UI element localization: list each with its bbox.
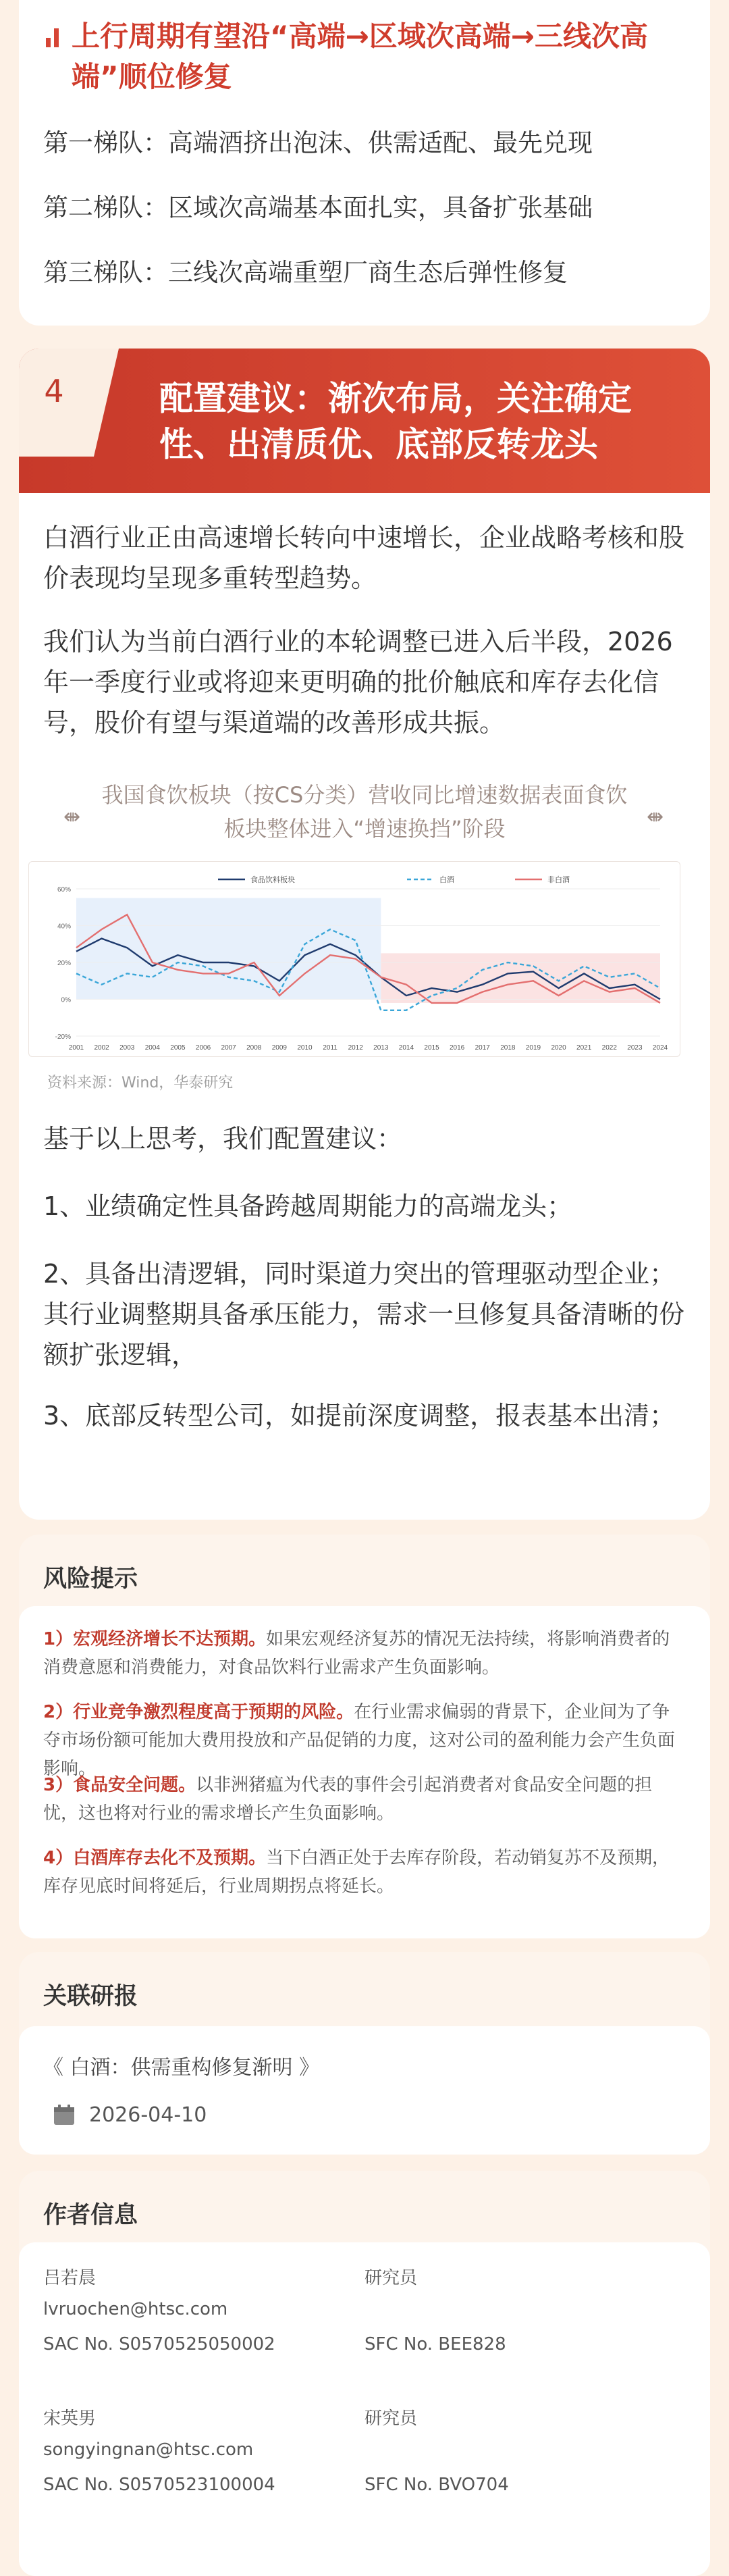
author-2-sfc: SFC No. BVO704 [364,2475,509,2495]
risk-item-1: 1）宏观经济增长不达预期。如果宏观经济复苏的情况无法持续，将影响消费者的消费意愿和消费能力，对食品饮料行业需求产生负面影响。 [43,1629,670,1678]
tier-3: 第三梯队：三线次高端重塑厂商生态后弹性修复 [43,258,568,287]
author-card [19,2171,710,2576]
section-3-card [19,0,710,326]
x-tick-label: 2019 [525,1044,541,1052]
right-arrows-icon: ⇼ [647,805,664,829]
x-tick-label: 2023 [627,1044,643,1052]
high-growth-shade [76,898,381,1000]
figure-source: 资料来源：Wind，华泰研究 [47,1075,234,1091]
y-tick-label: 40% [57,923,71,931]
author-2-role: 研究员 [364,2408,418,2429]
tier-2: 第二梯队：区域次高端基本面扎实，具备扩张基础 [43,193,593,222]
x-tick-label: 2008 [246,1044,262,1052]
author-list [19,2242,710,2576]
x-tick-label: 2017 [475,1044,490,1052]
section-4-title: 配置建议：渐次布局，关注确定性、出清质优、底部反转龙头 [159,379,632,464]
risk-heading: 风险提示 [43,1566,138,1593]
x-tick-label: 2002 [94,1044,109,1052]
x-tick-label: 2016 [450,1044,465,1052]
x-tick-label: 2011 [323,1044,338,1052]
suggestion-3: 3、底部反转型公司，如提前深度调整，报表基本出清； [43,1401,676,1431]
author-2-name: 宋英男 [43,2408,97,2429]
x-tick-label: 2012 [348,1044,363,1052]
y-tick-label: -20% [55,1033,71,1041]
section-3-subtitle [43,16,691,97]
y-tick-label: 0% [61,996,71,1004]
x-tick-label: 2018 [500,1044,516,1052]
author-2-sac: SAC No. S0570523100004 [43,2475,275,2495]
x-tick-label: 2004 [144,1044,160,1052]
legend-label-3: 非白酒 [547,875,570,884]
risk-card [19,1535,710,1938]
related-report-item[interactable] [19,2026,710,2155]
chart-svg [29,862,681,1058]
legend-label-2: 白酒 [439,875,454,884]
suggestion-2: 2、具备出清逻辑，同时渠道力突出的管理驱动型企业；其行业调整期具备承压能力，需求一旦修复具备清晰的份额扩张逻辑， [43,1259,685,1370]
x-tick-label: 2009 [271,1044,287,1052]
risk-item-2: 2）行业竞争激烈程度高于预期的风险。在行业需求偏弱的背景下，企业间为了争夺市场份额可能加大费用投放和产品促销的力度，这对公司的盈利能力会产生负面影响。 [43,1702,676,1779]
y-tick-label: 60% [57,886,71,894]
related-heading: 关联研报 [43,1983,138,2010]
author-heading: 作者信息 [43,2202,138,2229]
author-1-sac: SAC No. S0570525050002 [43,2334,275,2354]
author-1-role: 研究员 [364,2268,418,2288]
section-number: 4 [44,373,64,409]
section-4-banner [19,349,710,493]
paragraph-2: 我们认为当前白酒行业的本轮调整已进入后半段，2026年一季度行业或将迎来更明确的批价触底和库存去化信号，股价有望与渠道端的改善形成共振。 [43,627,673,738]
revenue-growth-chart [28,861,680,1057]
risk-content [19,1606,710,1938]
author-2-email[interactable]: songyingnan@htsc.com [43,2440,254,2460]
x-tick-label: 2024 [652,1044,668,1052]
figure-title: 我国食饮板块（按CS分类）营收同比增速数据表面食饮板块整体进入“增速换挡”阶段 [101,782,628,842]
paragraph-1: 白酒行业正由高速增长转向中速增长，企业战略考核和股价表现均呈现多重转型趋势。 [43,523,685,593]
related-report-date: 2026-04-10 [89,2103,207,2127]
x-tick-label: 2005 [170,1044,186,1052]
x-tick-label: 2022 [601,1044,617,1052]
bar-chart-icon [43,20,72,47]
tier-1: 第一梯队：高端酒挤出泡沫、供需适配、最先兑现 [43,128,593,157]
author-1-email[interactable]: lvruochen@htsc.com [43,2299,228,2319]
suggestion-1: 1、业绩确定性具备跨越周期能力的高端龙头； [43,1191,573,1221]
risk-item-4: 4）白酒库存去化不及预期。当下白酒正处于去库存阶段，若动销复苏不及预期，库存见底时间将延后，行业周期拐点将延长。 [43,1848,670,1897]
x-tick-label: 2021 [576,1044,592,1052]
x-tick-label: 2007 [221,1044,236,1052]
subtitle-text: 上行周期有望沿“高端→区域次高端→三线次高端”顺位修复 [72,20,648,93]
x-tick-label: 2014 [398,1044,414,1052]
author-1-sfc: SFC No. BEE828 [364,2334,506,2354]
risk-item-3: 3）食品安全问题。以非洲猪瘟为代表的事件会引起消费者对食品安全问题的担忧，这也将对行业的需求增长产生负面影响。 [43,1775,653,1824]
related-report-title[interactable]: 《 白酒：供需重构修复渐明 》 [43,2056,320,2080]
related-research-card [19,1952,710,2155]
calendar-icon [53,2103,76,2126]
author-1-name: 吕若晨 [43,2268,97,2288]
x-tick-label: 2003 [119,1044,135,1052]
x-tick-label: 2010 [297,1044,313,1052]
conclusion-intro: 基于以上思考，我们配置建议： [43,1124,403,1154]
left-arrows-icon: ⇼ [63,805,81,829]
x-tick-label: 2006 [195,1044,211,1052]
y-tick-label: 20% [57,960,71,967]
x-tick-label: 2013 [373,1044,389,1052]
x-tick-label: 2020 [551,1044,566,1052]
x-tick-label: 2001 [68,1044,84,1052]
legend-label-1: 食品饮料板块 [250,875,295,884]
x-tick-label: 2015 [424,1044,439,1052]
